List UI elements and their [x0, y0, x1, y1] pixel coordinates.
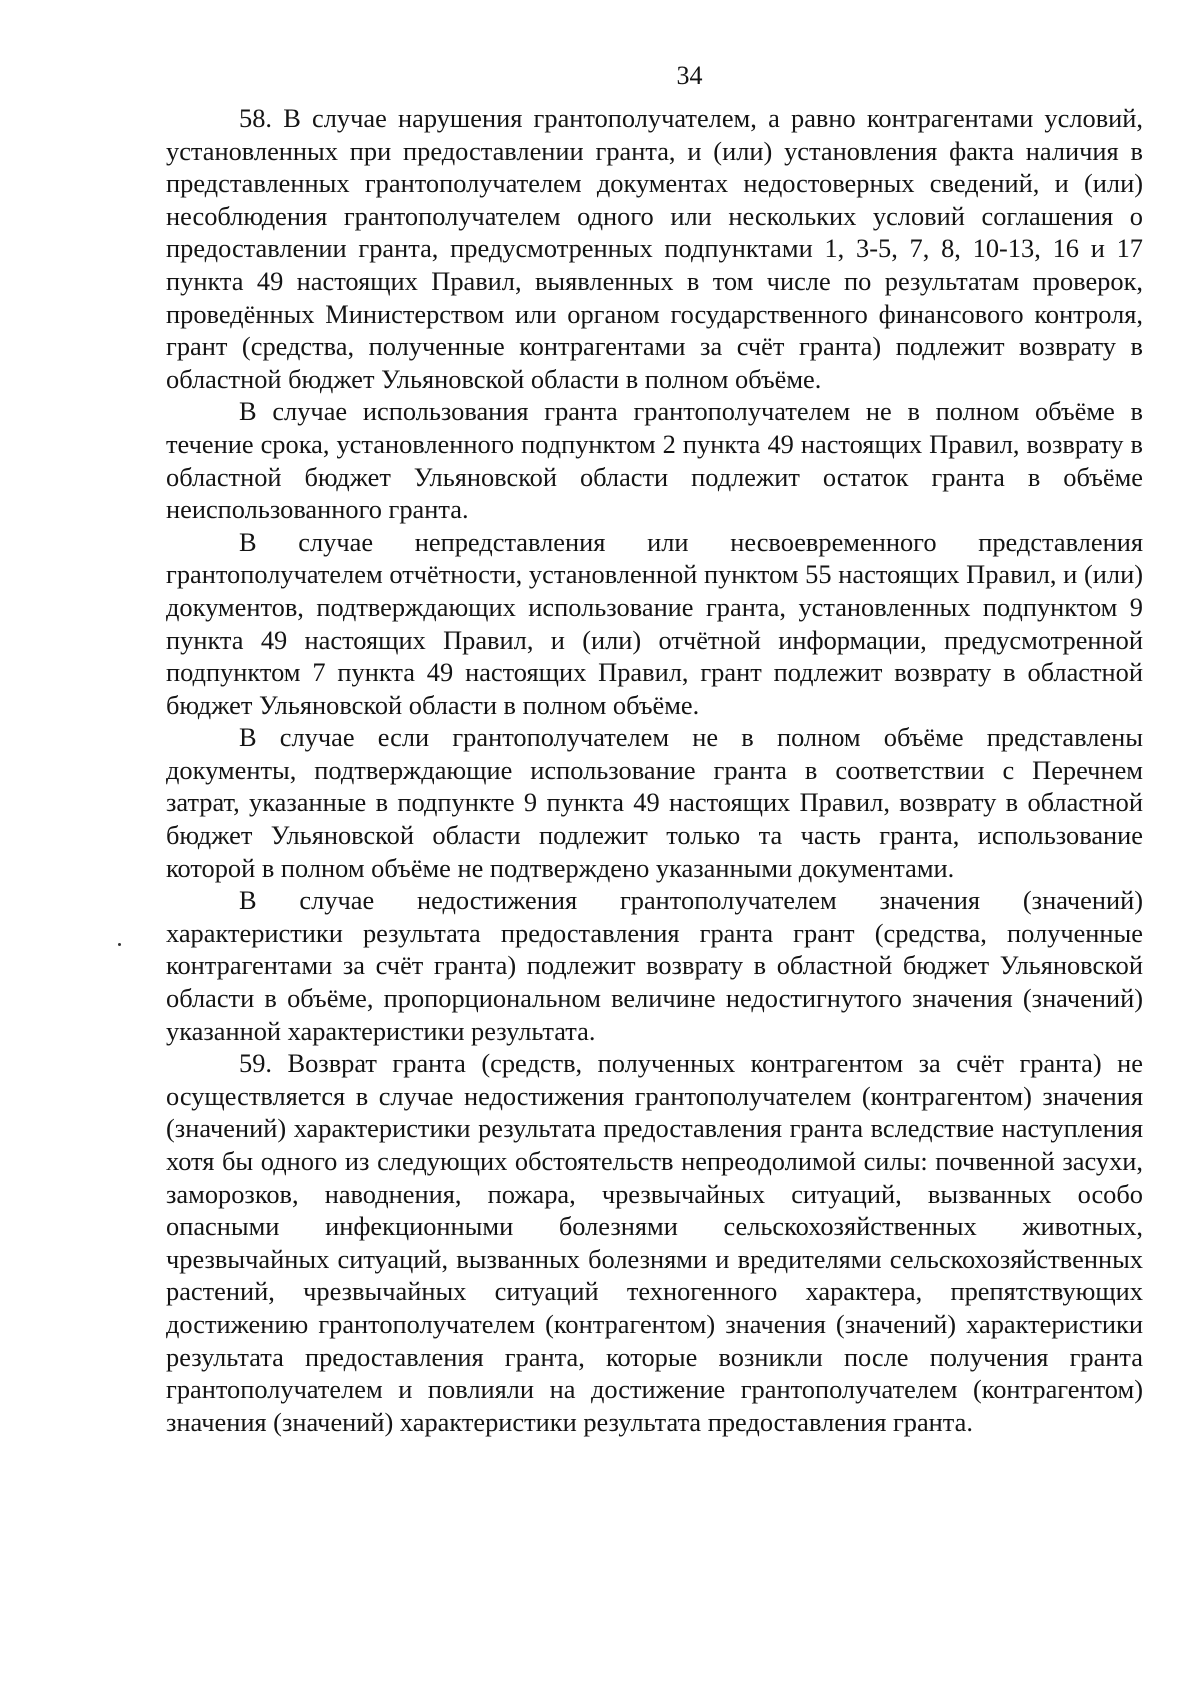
paragraph-non-achievement: В случае недостижения грантополучателем значения (значений) характеристики результата предоставления гранта грант (средства, полученные контрагентами за счёт гранта) подлежит возврату в областной бюджет Ульяновской области в объёме, пропорциональном величине недостигнутого значения (значений) указанной характеристики результата.	[166, 885, 1143, 1046]
document-page	[166, 60, 1143, 1438]
scan-speck	[118, 943, 121, 946]
paragraph-59: 59. Возврат гранта (средств, полученных контрагентом за счёт гранта) не осуществляется в случае недостижения грантополучателем (контрагентом) значения (значений) характеристики результата предоставления гранта вследствие наступления хотя бы одного из следующих обстоятельств непреодолимой силы: почвенной засухи, заморозков, наводнения, пожара, чрезвычайных ситуаций, вызванных особо опасными инфекционными болезнями сельскохозяйственных животных, чрезвычайных ситуаций, вызванных болезнями и вредителями сельскохозяйственных растений, чрезвычайных ситуаций техногенного характера, препятствующих достижению грантополучателем (контрагентом) значения (значений) характеристики результата предоставления гранта, которые возникли после получения гранта грантополучателем и повлияли на достижение грантополучателем (контрагентом) значения (значений) характеристики результата предоставления гранта.	[166, 1048, 1143, 1437]
paragraph-documents: В случае если грантополучателем не в полном объёме представлены документы, подтверждающие использование гранта в соответствии с Перечнем затрат, указанные в подпункте 9 пункта 49 настоящих Правил, возврату в областной бюджет Ульяновской области подлежит только та часть гранта, использование которой в полном объёме не подтверждено указанными документами.	[166, 722, 1143, 883]
paragraph-unused-grant: В случае использования гранта грантополучателем не в полном объёме в течение срока, установленного подпунктом 2 пункта 49 настоящих Правил, возврату в областной бюджет Ульяновской области подлежит остаток гранта в объёме неиспользованного гранта.	[166, 396, 1143, 525]
page-number: 34	[676, 61, 703, 90]
paragraph-reporting: В случае непредставления или несвоевременного представления грантополучателем отчётности, установленной пунктом 55 настоящих Правил, и (или) документов, подтверждающих использование гранта, установленных подпунктом 9 пункта 49 настоящих Правил, и (или) отчётной информации, предусмотренной подпунктом 7 пункта 49 настоящих Правил, грант подлежит возврату в областной бюджет Ульяновской области в полном объёме.	[166, 526, 1143, 720]
paragraph-58: 58. В случае нарушения грантополучателем, а равно контрагентами условий, установленных при предоставлении гранта, и (или) установления факта наличия в представленных грантополучателем документах недостоверных сведений, и (или) несоблюдения грантополучателем одного или нескольких условий соглашения о предоставлении гранта, предусмотренных подпунктами 1, 3-5, 7, 8, 10-13, 16 и 17 пункта 49 настоящих Правил, выявленных в том числе по результатам проверок, проведённых Министерством или органом государственного финансового контроля, грант (средства, полученные контрагентами за счёт гранта) подлежит возврату в областной бюджет Ульяновской области в полном объёме.	[166, 103, 1143, 394]
